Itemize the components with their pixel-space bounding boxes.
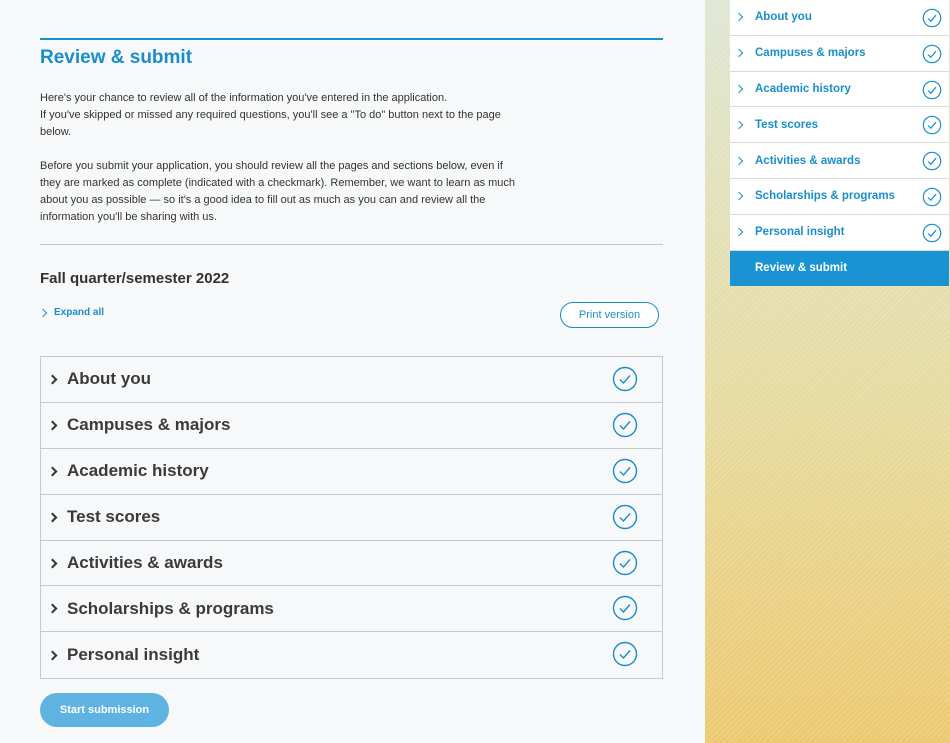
section-label: About you bbox=[67, 369, 152, 389]
section-row-academic-history[interactable] bbox=[41, 449, 662, 495]
check-circle-icon bbox=[922, 80, 942, 100]
section-label: Campuses & majors bbox=[67, 415, 231, 435]
section-row-about-you[interactable] bbox=[41, 357, 662, 403]
check-circle-icon bbox=[612, 458, 638, 484]
chevron-right-icon bbox=[735, 85, 743, 93]
check-circle-icon bbox=[922, 44, 942, 64]
divider bbox=[40, 244, 663, 245]
sidebar-nav bbox=[730, 0, 949, 286]
check-circle-icon bbox=[612, 412, 638, 438]
chevron-right-icon bbox=[735, 49, 743, 57]
chevron-right-icon bbox=[48, 558, 58, 568]
section-row-scholarships-programs[interactable] bbox=[41, 586, 662, 632]
sidebar-item-scholarships-programs[interactable] bbox=[730, 179, 949, 215]
check-circle-icon bbox=[612, 550, 638, 576]
sidebar-item-label: Review & submit bbox=[755, 262, 848, 275]
check-circle-icon bbox=[612, 641, 638, 667]
intro-paragraph-1 bbox=[40, 90, 520, 141]
intro-line-2: If you've skipped or missed any required questions, you'll see a "To do" button next to the page below. bbox=[40, 109, 501, 138]
check-circle-icon bbox=[922, 115, 942, 135]
term-heading: Fall quarter/semester 2022 bbox=[40, 270, 230, 287]
section-label: Activities & awards bbox=[67, 553, 223, 572]
chevron-right-icon bbox=[735, 13, 743, 21]
chevron-right-icon bbox=[735, 192, 743, 200]
check-circle-icon bbox=[922, 187, 942, 207]
section-label: Test scores bbox=[67, 507, 161, 527]
sidebar-item-label: Academic history bbox=[755, 82, 851, 95]
section-label: Personal insight bbox=[67, 645, 200, 665]
section-label: Academic history bbox=[67, 461, 209, 481]
check-circle-icon bbox=[922, 223, 942, 243]
section-row-personal-insight[interactable] bbox=[41, 632, 662, 678]
chevron-right-icon bbox=[48, 512, 58, 522]
expand-all-link[interactable] bbox=[40, 307, 104, 318]
sidebar-item-label: Personal insight bbox=[755, 226, 845, 239]
sidebar-item-campuses-majors[interactable] bbox=[730, 36, 949, 72]
sidebar-item-about-you[interactable] bbox=[730, 0, 949, 36]
title-rule bbox=[40, 38, 663, 40]
chevron-right-icon bbox=[48, 374, 58, 384]
sidebar-item-review-submit[interactable] bbox=[730, 251, 949, 287]
sidebar-item-academic-history[interactable] bbox=[730, 72, 949, 108]
chevron-right-icon bbox=[39, 308, 47, 316]
chevron-right-icon bbox=[48, 466, 58, 476]
sidebar-item-test-scores[interactable] bbox=[730, 107, 949, 143]
sidebar-item-label: About you bbox=[755, 11, 812, 24]
intro-paragraph-2: Before you submit your application, you should review all the pages and sections below, even if they are marked as complete (indicated with a checkmark). Remember, we want to learn as much about you as possible — so it's a good idea to fill out as much as you can and review all the information you'll be sharing with us. bbox=[40, 160, 516, 223]
sidebar-item-label: Test scores bbox=[755, 118, 819, 131]
chevron-right-icon bbox=[735, 121, 743, 129]
chevron-right-icon bbox=[48, 420, 58, 430]
section-label: Scholarships & programs bbox=[67, 598, 274, 618]
check-circle-icon bbox=[922, 151, 942, 171]
expand-all-label: Expand all bbox=[54, 307, 105, 318]
intro-line-1: Here's your chance to review all of the information you've entered in the application. bbox=[40, 92, 448, 104]
check-circle-icon bbox=[612, 366, 638, 392]
check-circle-icon bbox=[612, 595, 638, 621]
section-row-campuses-majors[interactable] bbox=[41, 403, 662, 449]
sidebar-item-label: Scholarships & programs bbox=[755, 190, 895, 203]
chevron-right-icon bbox=[48, 650, 58, 660]
review-sections-list bbox=[40, 356, 663, 679]
intro-text bbox=[40, 90, 520, 243]
check-circle-icon bbox=[922, 8, 942, 28]
chevron-right-icon bbox=[48, 604, 58, 614]
chevron-right-icon bbox=[735, 228, 743, 236]
sidebar-item-personal-insight[interactable] bbox=[730, 215, 949, 251]
section-row-activities-awards[interactable] bbox=[41, 541, 662, 587]
page-title: Review & submit bbox=[40, 47, 193, 68]
print-version-button[interactable]: Print version bbox=[560, 302, 659, 328]
start-submission-button[interactable]: Start submission bbox=[40, 693, 169, 727]
check-circle-icon bbox=[612, 504, 638, 530]
sidebar-item-label: Activities & awards bbox=[755, 154, 861, 167]
sidebar-item-label: Campuses & majors bbox=[755, 47, 866, 60]
sidebar-item-activities-awards[interactable] bbox=[730, 143, 949, 179]
section-row-test-scores[interactable] bbox=[41, 495, 662, 541]
chevron-right-icon bbox=[735, 156, 743, 164]
